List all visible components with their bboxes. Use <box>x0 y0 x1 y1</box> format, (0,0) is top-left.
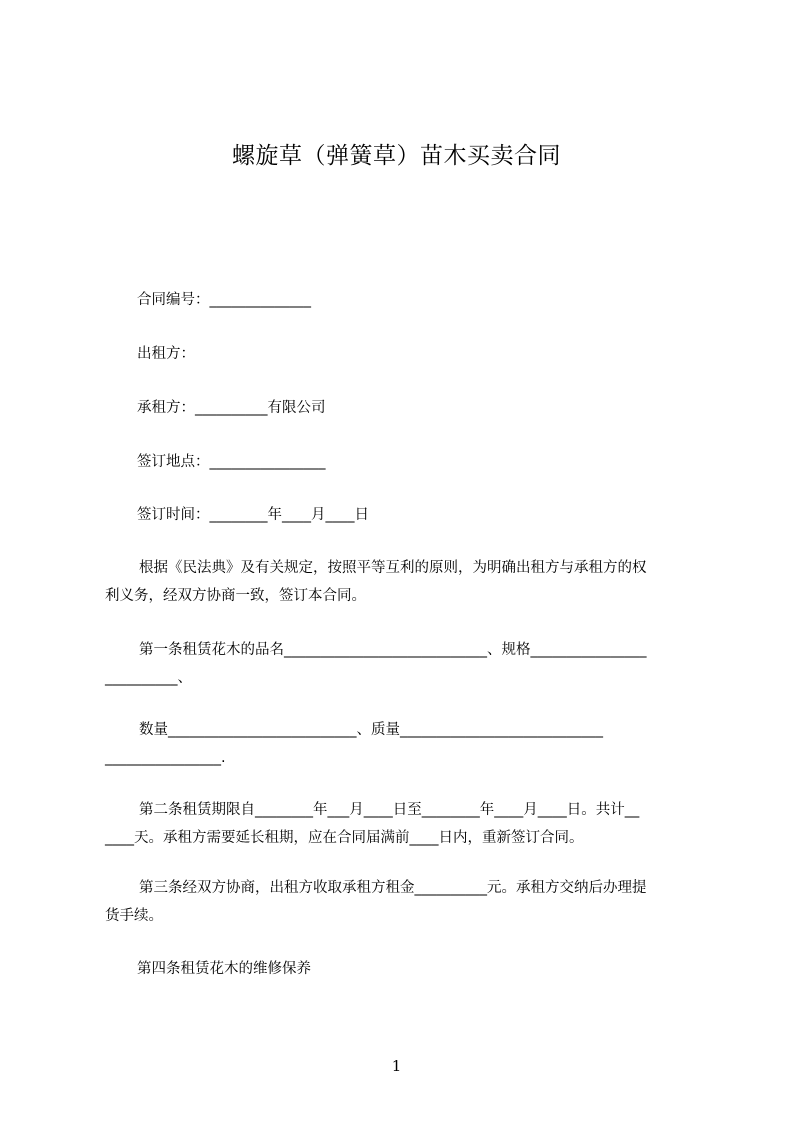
article-1-quantity-line-2: ________________. <box>105 750 226 766</box>
sign-time-field: 签订时间：________年____月____日 <box>137 507 369 523</box>
intro-line-1: 根据《民法典》及有关规定，按照平等互利的原则，为明确出租方与承租方的权 <box>139 560 647 576</box>
contract-number-field: 合同编号：______________ <box>137 292 311 308</box>
article-3-line-1: 第三条经双方协商，出租方收取承租方租金__________元。承租方交纳后办理提 <box>139 880 647 896</box>
sign-place-field: 签订地点：________________ <box>137 454 326 470</box>
article-1-paragraph <box>105 636 702 692</box>
lessor-field: 出租方： <box>137 346 195 362</box>
article-1-quantity-line-1: 数量__________________________、质量____________________________ <box>139 722 603 738</box>
article-1-quantity-paragraph <box>105 716 702 772</box>
intro-paragraph <box>105 554 702 610</box>
lessee-field: 承租方：__________有限公司 <box>137 400 326 416</box>
article-1-line-1: 第一条租赁花木的品名____________________________、规格________________ <box>139 642 647 658</box>
article-2-line-1: 第二条租赁期限自________年___月____日至________年____月____日。共计__ <box>139 802 640 818</box>
article-4-heading: 第四条租赁花木的维修保养 <box>137 961 311 977</box>
page-number: 1 <box>391 1057 402 1075</box>
intro-line-2: 利义务，经双方协商一致，签订本合同。 <box>105 588 366 604</box>
article-1-line-2: __________、 <box>105 670 192 686</box>
article-3-paragraph <box>105 874 702 930</box>
article-2-paragraph <box>105 796 702 852</box>
article-2-line-2: ____天。承租方需要延长租期，应在合同届满前____日内，重新签订合同。 <box>105 830 584 846</box>
document-title: 螺旋草（弹簧草）苗木买卖合同 <box>232 143 561 169</box>
article-3-line-2: 货手续。 <box>105 908 163 924</box>
